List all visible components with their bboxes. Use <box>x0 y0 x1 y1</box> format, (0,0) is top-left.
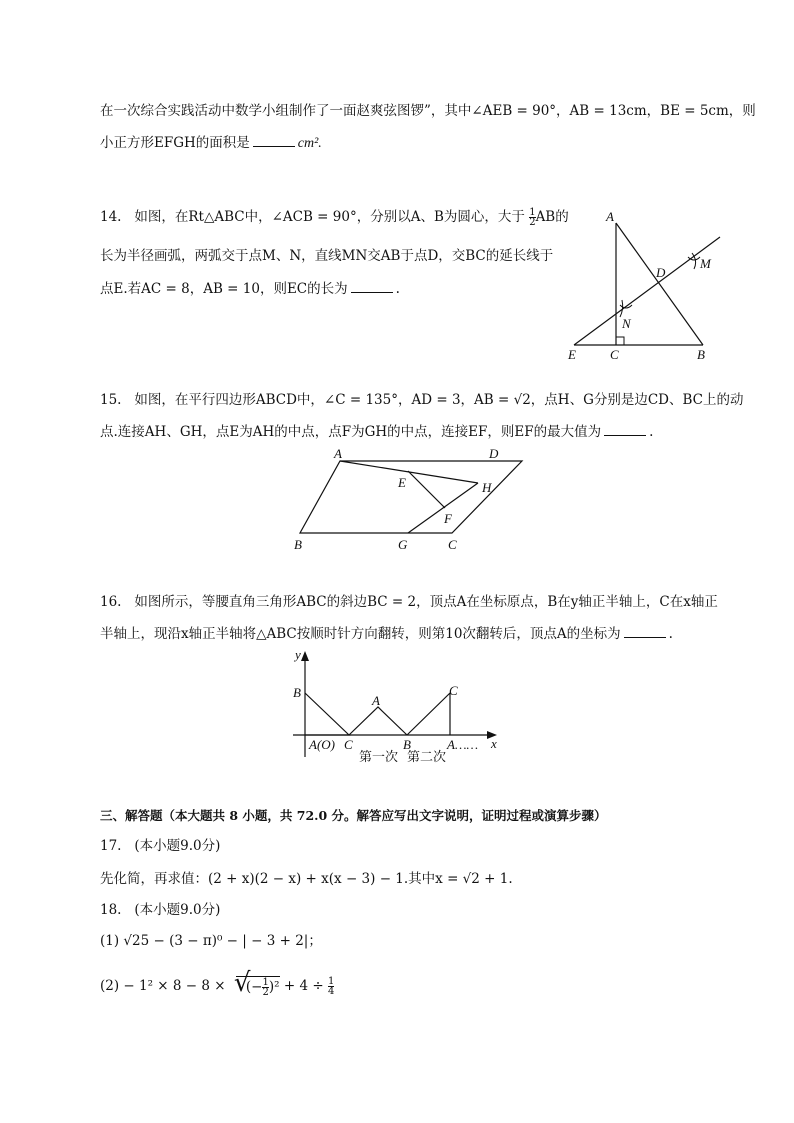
label-C: C <box>449 683 458 698</box>
fraction-denominator: 4 <box>327 986 335 997</box>
axis-x-label: x <box>491 736 497 751</box>
label-B: B <box>403 737 411 752</box>
radical-open: (− <box>245 979 263 995</box>
answer-blank[interactable] <box>604 421 646 436</box>
fraction-numerator: 1 <box>529 207 536 218</box>
section-heading: 三、解答题（本大题共 8 小题，共 72.0 分。解答应写出文字说明，证明过程或演算步骤） <box>100 808 607 823</box>
unit-text: cm². <box>297 136 322 151</box>
problem15-figure <box>290 445 530 555</box>
problem13-text: 小正方形EFGH的面积是 <box>100 135 250 151</box>
label-A: A <box>334 446 342 461</box>
problem16-figure <box>285 645 515 770</box>
score-text: (本小题9.0分) <box>134 902 221 918</box>
fraction-denominator: 2 <box>529 217 536 228</box>
label-A: A <box>606 209 614 224</box>
problem14-line3 <box>100 278 400 299</box>
label-C: C <box>448 537 457 552</box>
label-B: B <box>293 685 301 700</box>
label-AO: A(O) <box>309 737 335 752</box>
label-C: C <box>610 347 619 362</box>
label-A: A…… <box>447 737 479 752</box>
problem-number: 17. <box>100 838 122 854</box>
fraction <box>328 977 334 996</box>
answer-blank[interactable] <box>624 623 666 638</box>
problem18-part1: (1) √25 − (3 − π)⁰ − | − 3 + 2|； <box>100 933 322 949</box>
answer-blank[interactable] <box>351 278 393 293</box>
period: . <box>668 626 673 642</box>
problem14-text: 如图，在Rt△ABC中，∠ACB = 90°，分别以A、B为圆心，大于 <box>134 209 525 225</box>
axis-y-label: y <box>295 647 301 662</box>
expression-text: + 4 ÷ <box>283 978 324 994</box>
caption-first: 第一次 <box>359 749 399 764</box>
problem15-text: 如图，在平行四边形ABCD中，∠C = 135°，AD = 3，AB = √2，点H、G分别是边CD、BC上的动 <box>134 392 744 408</box>
problem13-line2 <box>100 132 322 154</box>
caption-second: 第二次 <box>407 749 447 764</box>
problem14-figure <box>560 205 740 365</box>
problem15-line1 <box>100 390 744 410</box>
problem16-text: 半轴上，现沿x轴正半轴将△ABC按顺时针方向翻转，则第10次翻转后，顶点A的坐标为 <box>100 626 621 642</box>
label-C: C <box>344 737 353 752</box>
label-F: F <box>444 511 452 526</box>
period: . <box>649 424 654 440</box>
problem-number: 14. <box>100 209 122 225</box>
problem13-line1: 在一次综合实践活动中数学小组制作了一面赵爽弦图锣”，其中∠AEB = 90°，AB = 13cm，BE = 5cm，则 <box>100 103 756 119</box>
expression-text: (2) − 1² × 8 − 8 × <box>100 978 226 994</box>
problem15-text: 点.连接AH、GH，点E为AH的中点，点F为GH的中点，连接EF，则EF的最大值为 <box>100 424 602 440</box>
answer-blank[interactable] <box>253 132 295 147</box>
problem14-text: AB的 <box>535 209 569 225</box>
fraction-denominator: 2 <box>262 987 269 998</box>
problem-number: 18. <box>100 902 122 918</box>
label-H: H <box>482 480 492 495</box>
period: . <box>395 281 400 297</box>
score-text: (本小题9.0分) <box>134 838 221 854</box>
problem-number: 16. <box>100 594 122 610</box>
radical-sign: √ <box>233 968 251 998</box>
problem-number: 15. <box>100 392 122 408</box>
problem16-text: 如图所示，等腰直角三角形ABC的斜边BC = 2，顶点A在坐标原点，B在y轴正半轴上，C在x轴正 <box>134 594 718 610</box>
problem14-line2: 长为半径画弧，两弧交于点M、N，直线MN交AB于点D，交BC的延长线于 <box>100 248 554 264</box>
problem15-line2 <box>100 421 653 442</box>
label-B: B <box>294 537 302 552</box>
radical-close: )² <box>268 979 280 995</box>
label-E: E <box>398 475 406 490</box>
problem18-part2 <box>100 968 335 998</box>
label-M: M <box>700 256 711 271</box>
problem16-line2 <box>100 623 673 644</box>
radical <box>233 968 280 998</box>
problem14-line1 <box>100 207 569 227</box>
fraction-numerator: 1 <box>262 977 269 988</box>
label-D: D <box>656 265 666 280</box>
fraction-numerator: 1 <box>327 976 335 987</box>
label-D: D <box>489 446 499 461</box>
problem16-line1 <box>100 592 718 612</box>
label-B: B <box>697 347 705 362</box>
problem18-header <box>100 900 220 920</box>
problem17-text: 先化简，再求值：(2 + x)(2 − x) + x(x − 3) − 1.其中x = √2 + 1. <box>100 871 513 887</box>
label-G: G <box>398 537 408 552</box>
problem14-text: 点E.若AC = 8，AB = 10，则EC的长为 <box>100 281 348 297</box>
label-E: E <box>568 347 576 362</box>
label-A: A <box>372 693 380 708</box>
problem17-header <box>100 836 220 856</box>
label-N: N <box>622 316 631 331</box>
